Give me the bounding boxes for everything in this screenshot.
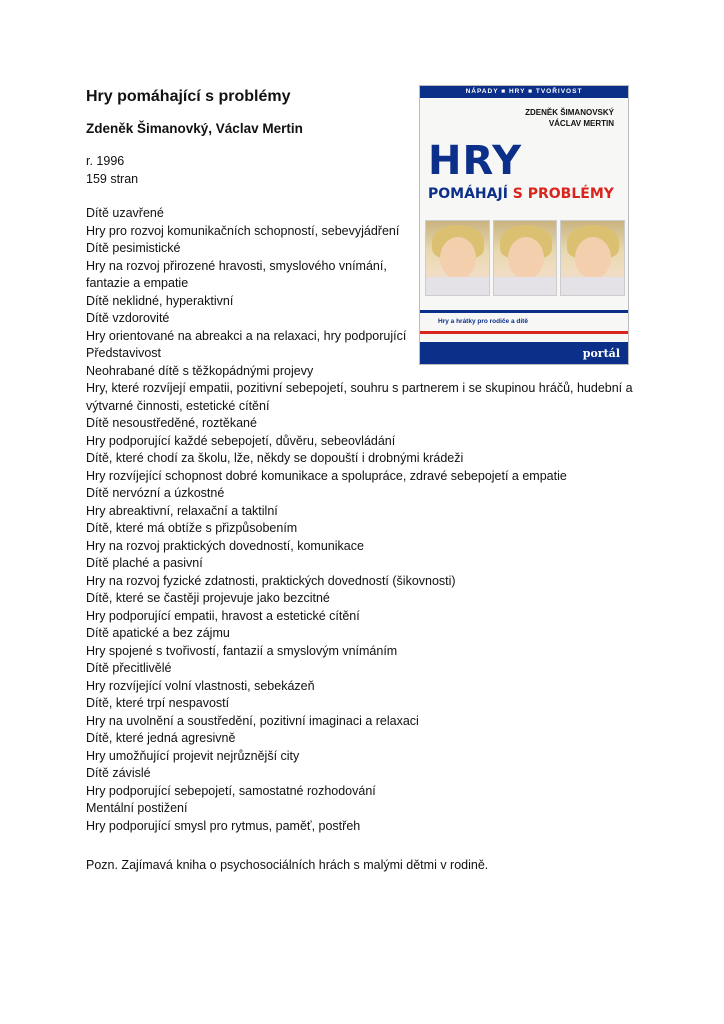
list-item: Představivost [86,346,162,360]
book-meta [86,153,138,188]
publication-year: r. 1996 [86,154,125,168]
list-item: Hry, které rozvíjejí empatii, pozitivní sebepojetí, souhru s partnerem i se skupinou hráčů, hudební a [86,381,633,395]
list-item: Hry na rozvoj fyzické zdatnosti, praktických dovedností (šikovnosti) [86,573,456,588]
list-item: Hry podporující smysl pro rytmus, paměť, postřeh [86,818,361,833]
list-item: Hry podporující sebepojetí, samostatné rozhodování [86,783,376,798]
list-item: Dítě apatické a bez zájmu [86,626,230,640]
page-count: 159 stran [86,171,139,186]
list-item: Dítě, které chodí za školu, lže, někdy se dopouští i drobnými krádeži [86,451,464,465]
list-item: Dítě, které má obtíže s přizpůsobením [86,521,298,535]
list-item: Dítě závislé [86,766,151,780]
list-item: Hry na uvolnění a soustředění, pozitivní imaginaci a relaxaci [86,713,419,728]
list-item: Hry orientované na abreakci a na relaxaci, hry podporující [86,328,407,343]
list-item: Dítě nervózní a úzkostné [86,486,225,500]
child-photo [425,220,490,296]
list-item: Hry podporující empatii, hravost a estetické cítění [86,608,360,623]
cover-author-2: VÁCLAV MERTIN [548,119,614,128]
list-item: Hry na rozvoj praktických dovedností, komunikace [86,538,364,553]
list-item: Neohrabané dítě s těžkopádnými projevy [86,363,314,378]
cover-author-1: ZDENĚK ŠIMANOVSKÝ [525,108,614,117]
list-item: Hry spojené s tvořivostí, fantazií a smyslovým vnímáním [86,643,398,658]
note: Pozn. Zajímavá kniha o psychosociálních hrách s malými dětmi v rodině. [86,858,489,872]
list-item: Hry rozvíjející volní vlastnosti, sebekázeň [86,678,315,693]
list-item: Dítě přecitlivělé [86,661,172,675]
list-item: Dítě uzavřené [86,206,164,220]
page-title: Hry pomáhající s problémy [86,88,291,105]
list-item: Dítě, které se častěji projevuje jako bezcitné [86,591,330,605]
child-photo [493,220,558,296]
list-item: Dítě vzdorovité [86,311,170,325]
cover-subtitle-red: S PROBLÉMY [512,186,614,202]
list-item: Dítě plaché a pasivní [86,556,203,570]
cover-subtitle-blue: POMÁHAJÍ [428,186,508,202]
cover-subtitle [428,186,614,202]
list-item: Hry podporující každé sebepojetí, důvěru, sebeovládání [86,433,396,448]
list-item: Dítě, které trpí nespavostí [86,696,230,710]
list-item: Mentální postižení [86,801,188,815]
cover-tagline: Hry a hrátky pro rodiče a dítě [438,318,528,325]
list-item: Hry umožňující projevit nejrůznější city [86,748,300,763]
cover-big-title: HRY [428,138,523,184]
cover-publisher-bar [420,342,628,365]
cover-photos [425,220,625,296]
list-item: výtvarné činnosti, estetické cítění [86,398,270,413]
cover-series-bar: NÁPADY ■ HRY ■ TVOŘIVOST [420,86,628,98]
authors: Zdeněk Šimanovký, Václav Mertin [86,121,303,136]
list-item: Dítě neklidné, hyperaktivní [86,293,234,308]
list-item: Hry na rozvoj přirozené hravosti, smyslového vnímání, [86,258,387,273]
list-item: Dítě nesoustředěné, roztěkané [86,416,257,430]
list-item: fantazie a empatie [86,276,189,290]
list-item: Hry pro rozvoj komunikačních schopností, sebevyjádření [86,223,400,238]
child-photo [560,220,625,296]
cover-publisher-logo: portál [582,347,620,360]
book-cover-image [419,85,629,365]
list-item: Dítě, které jedná agresivně [86,731,236,745]
list-item: Hry rozvíjející schopnost dobré komunikace a spolupráce, zdravé sebepojetí a empatie [86,468,567,483]
list-item: Dítě pesimistické [86,241,181,255]
list-item: Hry abreaktivní, relaxační a taktilní [86,503,278,518]
